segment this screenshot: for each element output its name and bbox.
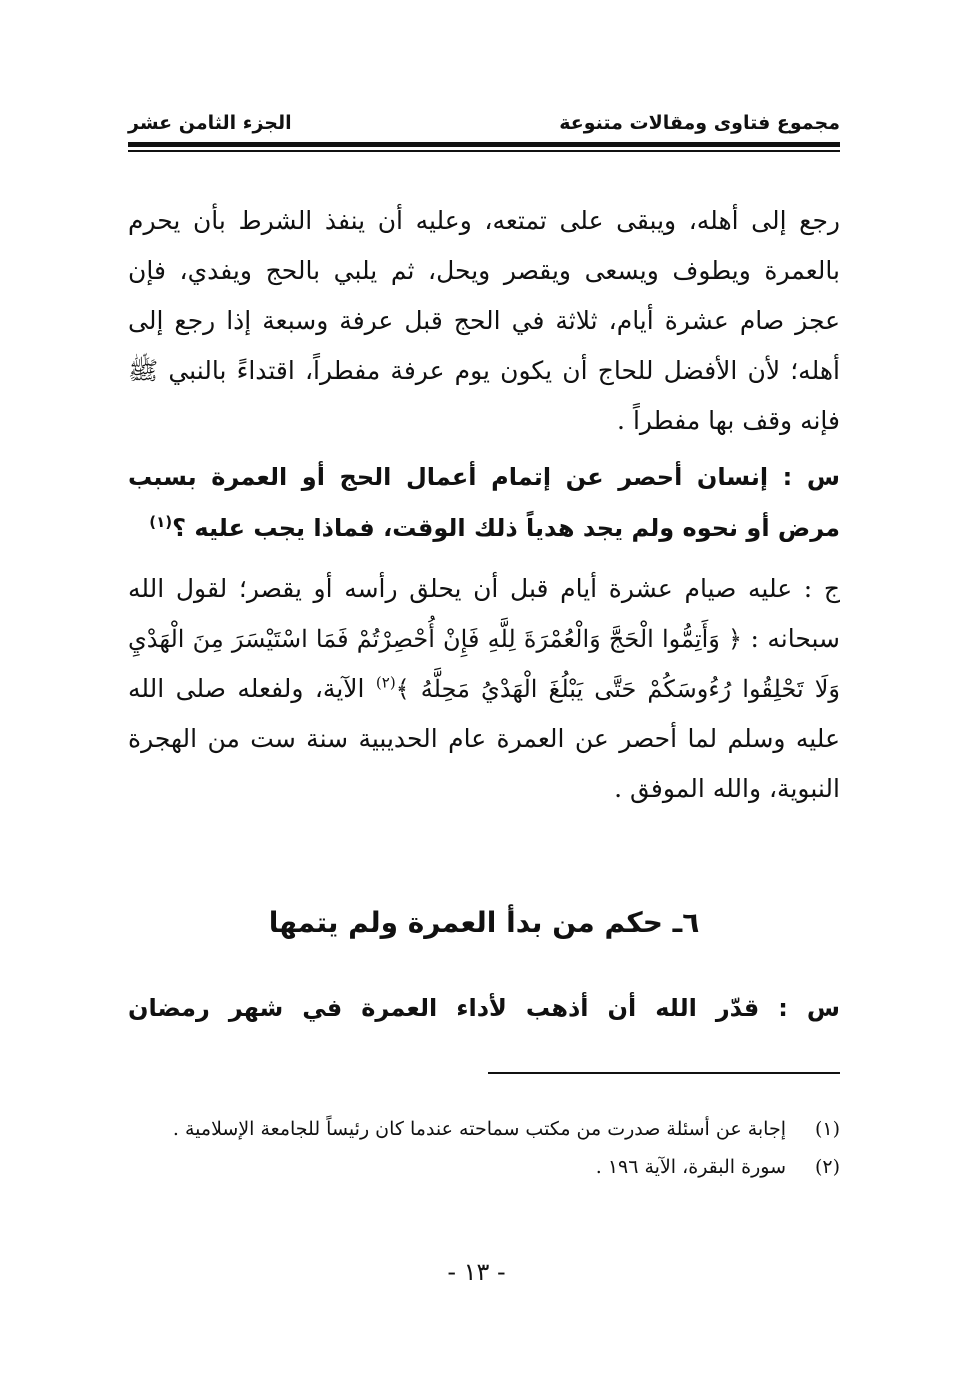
book-title: مجموع فتاوى ومقالات متنوعة [559, 112, 840, 134]
header-rule-thick [128, 142, 840, 147]
question-1-text: س : إنسان أحصر عن إتمام أعمال الحج أو العمرة بسبب مرض أو نحوه ولم يجد هدياً ذلك الوقت، فماذا يجب عليه ؟ [128, 463, 840, 542]
question-1 [128, 452, 840, 554]
page-number: - ١٣ - [447, 1258, 506, 1286]
paragraph: رجع إلى أهله، ويبقى على تمتعه، وعليه أن ينفذ الشرط بأن يحرم بالعمرة ويطوف ويسعى ويقصر ويحل، ثم يلبي بالحج ويفدي، فإن عجز صام عشرة أيام، ثلاثة في الحج قبل عرفة وسبعة إذا رجع إلى أهله؛ لأن الأفضل للحاج أن يكون يوم عرفة مفطراً، اقتداءً بالنبي ﷺ فإنه وقف بها مفطراً . [128, 206, 840, 435]
footnote-text: إجابة عن أسئلة صدرت من مكتب سماحته عندما كان رئيساً للجامعة الإسلامية . [172, 1118, 786, 1140]
footnote-ref-2: (٢) [375, 673, 396, 692]
footnote-number: (١) [814, 1118, 840, 1140]
page-body [128, 196, 840, 814]
header-rule-thin [128, 150, 840, 152]
volume-part: الجزء الثامن عشر [128, 112, 292, 134]
question-2: س : قدّر الله أن أذهب لأداء العمرة في شهر رمضان [128, 994, 840, 1022]
footnote [128, 1110, 840, 1148]
answer-1-start: ج : عليه صيام عشرة أيام قبل أن يحلق رأسه أو يقصر؛ لقول الله سبحانه : [128, 574, 841, 653]
answer-1 [128, 564, 840, 814]
footnote-number: (٢) [814, 1156, 840, 1178]
footnotes [128, 1110, 840, 1186]
answer-1-end: الآية، ولفعله صلى الله عليه وسلم لما أحصر عن العمرة عام الحديبية سنة ست من الهجرة النبوية، والله الموفق . [128, 674, 840, 803]
footnote-ref-1: (١) [149, 513, 173, 531]
section-heading: ٦ـ حكم من بدأ العمرة ولم يتمها [268, 906, 700, 939]
quran-verse: ﴿ وَأَتِمُّوا الْحَجَّ وَالْعُمْرَةَ لِلَّهِ فَإِنْ أُحْصِرْتُمْ فَمَا اسْتَيْسَرَ مِنَ الْهَدْيِ وَلَا تَحْلِقُوا رُءُوسَكُمْ حَتَّى يَبْلُغَ الْهَدْيُ مَحِلَّهُ ﴾ [128, 625, 840, 703]
footnote [128, 1148, 840, 1186]
footnote-text: سورة البقرة، الآية ١٩٦ . [595, 1156, 786, 1178]
page-header [128, 112, 840, 142]
footnote-separator [488, 1072, 840, 1074]
